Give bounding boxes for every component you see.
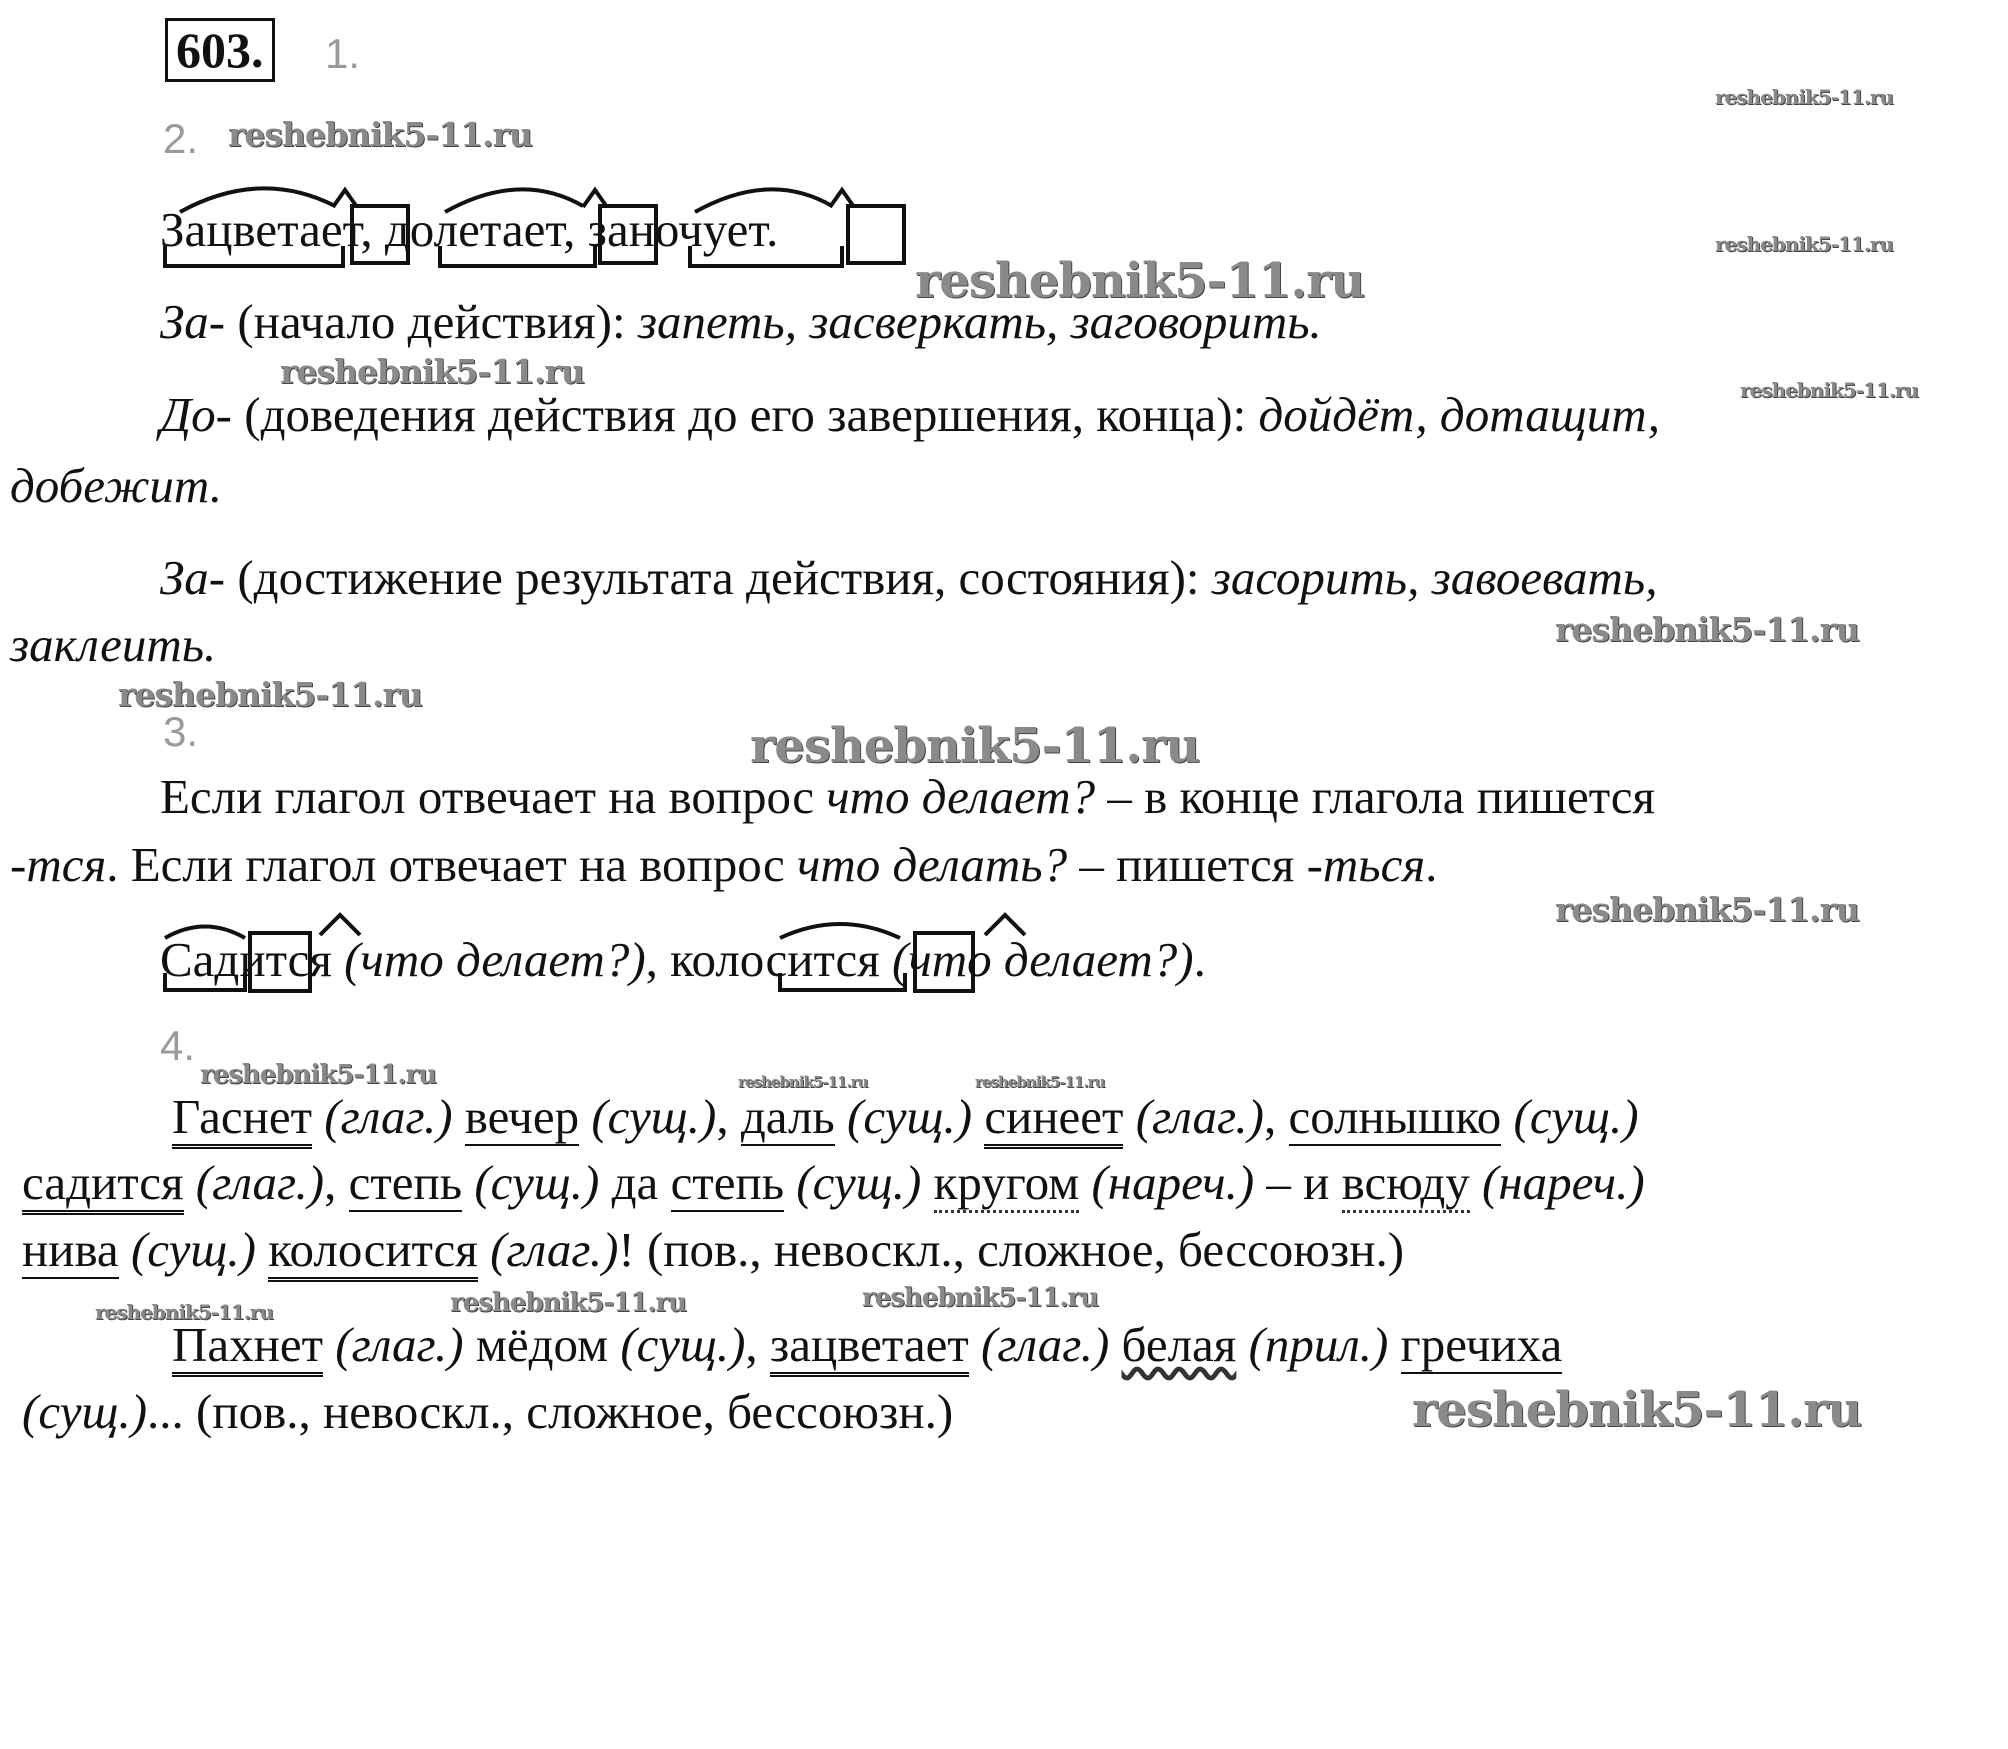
predicate-word: Гаснет — [172, 1089, 312, 1149]
period: . — [1193, 932, 1206, 987]
sentence-characteristic: ! (пов., невоскл., сложное, бессоюзн.) — [618, 1222, 1405, 1277]
predicate-word: Пахнет — [172, 1317, 323, 1377]
stem-bracket — [165, 246, 343, 266]
part-of-speech: (глаг.) — [183, 1155, 325, 1210]
watermark: reshebnik5-11.ru — [1715, 85, 1893, 109]
paragraph-text: (начало действия): — [225, 294, 638, 349]
adverbial-word: кругом — [934, 1155, 1080, 1213]
predicate-word: садится — [22, 1155, 184, 1215]
question-text: что делает? — [826, 769, 1096, 824]
part-of-speech: (сущ.) — [118, 1222, 269, 1277]
word-doletaet-ending: ет — [523, 202, 564, 257]
root-arc — [695, 189, 832, 212]
prefix-label: За- — [160, 294, 226, 349]
punctuation: , — [716, 1089, 741, 1144]
root-arc — [780, 924, 900, 938]
exercise-number: 603. — [165, 18, 275, 82]
watermark: reshebnik5-11.ru — [1555, 610, 1859, 649]
root-arc — [180, 188, 335, 212]
paragraph-examples-continued: добежит. — [10, 458, 223, 513]
part-of-speech: (глаг.) — [312, 1089, 465, 1144]
watermark: reshebnik5-11.ru — [200, 1060, 437, 1090]
predicate-word: синеет — [984, 1089, 1123, 1149]
word-ending: ит — [787, 932, 836, 987]
part-of-speech: (сущ.) — [784, 1155, 934, 1210]
word-ending: ит — [239, 932, 288, 987]
ending-box — [600, 206, 656, 263]
word-root: колос — [670, 932, 788, 987]
watermark: reshebnik5-11.ru — [228, 115, 532, 154]
part-of-speech: (сущ.) — [608, 1317, 746, 1372]
postfix-caret — [320, 915, 360, 935]
rule-text: Если глагол отвечает на вопрос — [160, 769, 827, 824]
subject-word: степь — [670, 1155, 785, 1210]
rule-text: . Если глагол отвечает на вопрос — [106, 837, 797, 892]
subject-word: нива — [22, 1222, 119, 1277]
word-zanochuet-stem: заночу — [587, 202, 727, 257]
rule-text: – пишется — [1067, 837, 1307, 892]
word-zanochuet-ending: ет — [726, 202, 767, 257]
ending-box — [915, 933, 973, 991]
punctuation: , — [324, 1155, 349, 1210]
conjunction: – и — [1254, 1155, 1342, 1210]
part-of-speech: (нареч.) — [1469, 1155, 1645, 1210]
word-postfix: ся — [835, 932, 880, 987]
paragraph-text: (доведения действия до его завершения, конца): — [232, 387, 1259, 442]
paragraph-examples: запеть, засверкать, заговорить. — [637, 294, 1322, 349]
part-of-speech: (глаг.) — [968, 1317, 1122, 1372]
part-of-speech: (глаг.) — [323, 1317, 476, 1372]
period: . — [766, 202, 779, 257]
subject-word: даль — [740, 1089, 835, 1144]
object-word: мёдом — [475, 1317, 609, 1372]
subject-word: вечер — [464, 1089, 580, 1144]
suffix-text: -тся — [10, 837, 107, 892]
subject-word: степь — [348, 1155, 463, 1210]
watermark: reshebnik5-11.ru — [1412, 1382, 1862, 1438]
paragraph-text: (достижение результата действия, состояния): — [225, 550, 1212, 605]
word-zacvetaet-stem: Зацвета — [160, 202, 321, 257]
predicate-word: зацветает — [770, 1317, 969, 1377]
section-number-3: 3. — [163, 708, 199, 755]
punctuation: , — [745, 1317, 770, 1372]
part-of-speech: (прил.) — [1236, 1317, 1401, 1372]
watermark: reshebnik5-11.ru — [450, 1288, 687, 1318]
rule-text: – в конце глагола пишется — [1095, 769, 1656, 824]
subject-word: гречиха — [1400, 1317, 1563, 1372]
ending-box — [352, 206, 408, 263]
suffix-text: -ться — [1306, 837, 1426, 892]
stem-bracket — [690, 246, 842, 266]
watermark: reshebnik5-11.ru — [915, 253, 1365, 309]
root-arc — [165, 927, 245, 939]
punctuation: , — [1264, 1089, 1289, 1144]
predicate-word: колосится — [268, 1222, 478, 1282]
part-of-speech: (глаг.) — [477, 1222, 619, 1277]
paragraph-examples: засорить, завоевать, — [1211, 550, 1658, 605]
part-of-speech: (сущ.) — [834, 1089, 985, 1144]
watermark: reshebnik5-11.ru — [975, 1073, 1105, 1091]
watermark: reshebnik5-11.ru — [1555, 890, 1859, 929]
part-of-speech: (глаг.) — [1123, 1089, 1264, 1144]
word-zacvetaet-ending: ет — [320, 202, 361, 257]
part-of-speech: (нареч.) — [1079, 1155, 1255, 1210]
period: . — [1425, 837, 1438, 892]
question-text: (что делает?) — [879, 932, 1194, 987]
ending-box — [848, 206, 904, 263]
word-root: Сад — [160, 932, 240, 987]
part-of-speech: (сущ.) — [579, 1089, 717, 1144]
watermark: reshebnik5-11.ru — [95, 1300, 273, 1324]
section-number-4: 4. — [160, 1022, 196, 1069]
separator: , — [645, 932, 671, 987]
stem-bracket — [165, 973, 245, 990]
subject-word: солнышко — [1288, 1089, 1502, 1144]
watermark: reshebnik5-11.ru — [1740, 378, 1918, 402]
conjunction: да — [599, 1155, 671, 1210]
adverbial-word: всюду — [1342, 1155, 1470, 1213]
stem-bracket — [780, 973, 905, 990]
question-text: что делать? — [797, 837, 1068, 892]
postfix-caret — [985, 915, 1025, 935]
section-number-1: 1. — [325, 30, 361, 77]
part-of-speech: (сущ.) — [22, 1384, 148, 1439]
comma: , — [360, 202, 373, 257]
ending-box — [250, 933, 310, 991]
question-text: (что делает?) — [331, 932, 646, 987]
watermark: reshebnik5-11.ru — [280, 352, 584, 391]
prefix-label: За- — [160, 550, 226, 605]
root-arc — [445, 189, 583, 212]
watermark: reshebnik5-11.ru — [118, 675, 422, 714]
paragraph-examples-continued: заклеить. — [10, 617, 217, 672]
word-doletaet-stem: долета — [384, 202, 524, 257]
watermark: reshebnik5-11.ru — [750, 718, 1200, 774]
section-number-2: 2. — [163, 115, 199, 162]
stem-bracket — [440, 246, 595, 266]
part-of-speech: (сущ.) — [462, 1155, 600, 1210]
paragraph-examples: дойдёт, дотащит, — [1258, 387, 1661, 442]
comma: , — [563, 202, 576, 257]
sentence-characteristic: ... (пов., невоскл., сложное, бессоюзн.) — [147, 1384, 954, 1439]
watermark: reshebnik5-11.ru — [738, 1073, 868, 1091]
attribute-word: белая — [1121, 1317, 1237, 1372]
part-of-speech: (сущ.) — [1501, 1089, 1639, 1144]
watermark: reshebnik5-11.ru — [1715, 232, 1893, 256]
word-postfix: ся — [287, 932, 332, 987]
watermark: reshebnik5-11.ru — [862, 1283, 1099, 1313]
prefix-label: До- — [160, 387, 232, 442]
